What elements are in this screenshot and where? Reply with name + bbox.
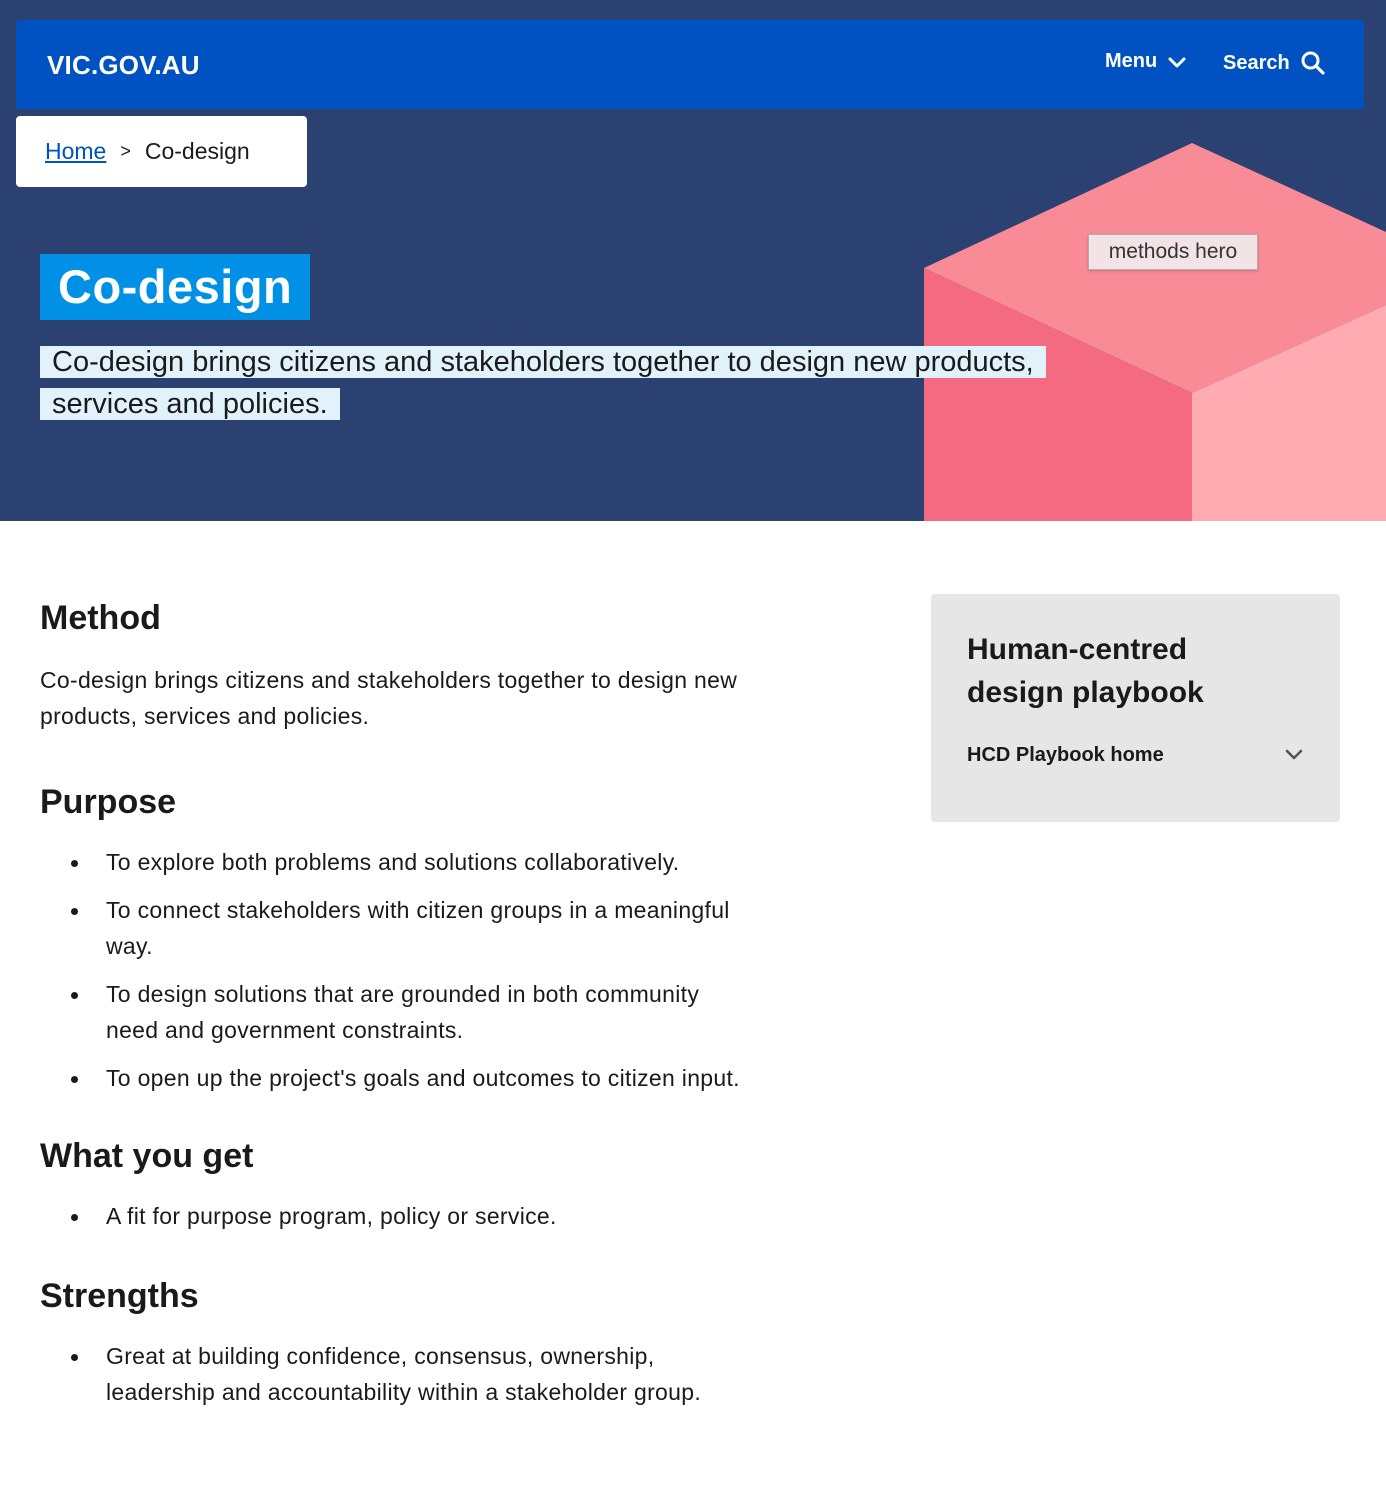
breadcrumb [16, 116, 307, 187]
what-you-get-heading: What you get [40, 1137, 254, 1175]
list-item: Great at building confidence, consensus, ownership, leadership and accountability within a stakeholder group. [40, 1338, 760, 1410]
breadcrumb-home-link[interactable]: Home [45, 138, 107, 164]
method-heading: Method [40, 599, 161, 637]
image-tooltip: methods hero [1088, 234, 1258, 270]
page-title: Co-design [40, 254, 310, 320]
chevron-down-icon[interactable] [1283, 746, 1305, 762]
breadcrumb-separator: > [120, 141, 131, 161]
site-logo[interactable]: VIC.GOV.AU [47, 50, 200, 80]
breadcrumb-current: Co-design [144, 138, 250, 164]
list-item: To explore both problems and solutions collaboratively. [40, 844, 800, 880]
chevron-down-icon [1167, 55, 1187, 69]
method-text: Co-design brings citizens and stakeholders together to design new products, services and policies. [40, 667, 738, 729]
strengths-heading: Strengths [40, 1277, 199, 1315]
search-label: Search [1223, 51, 1290, 74]
list-item: To open up the project's goals and outcomes to citizen input. [40, 1060, 780, 1096]
list-item: To connect stakeholders with citizen groups in a meaningful way. [40, 892, 730, 964]
menu-label: Menu [1105, 50, 1158, 72]
hcd-playbook-home-link[interactable]: HCD Playbook home [967, 744, 1164, 766]
strengths-list [40, 1338, 800, 1410]
playbook-sidebar [931, 594, 1340, 822]
site-header [16, 20, 1364, 109]
search-icon [1300, 50, 1326, 76]
search-button[interactable] [1223, 50, 1326, 76]
purpose-list [40, 844, 800, 1096]
sidebar-title: Human-centred design playbook [967, 633, 1204, 709]
menu-button[interactable] [1105, 50, 1187, 73]
what-you-get-list [40, 1198, 800, 1234]
list-item: To design solutions that are grounded in both community need and government constraints. [40, 976, 730, 1048]
hero-intro-text: Co-design brings citizens and stakeholders together to design new products, services and policies. [40, 346, 1046, 420]
purpose-heading: Purpose [40, 783, 177, 821]
main-content [40, 596, 800, 1422]
hero-banner [0, 0, 1386, 521]
hero-intro [40, 341, 1100, 425]
list-item: A fit for purpose program, policy or service. [40, 1198, 800, 1234]
